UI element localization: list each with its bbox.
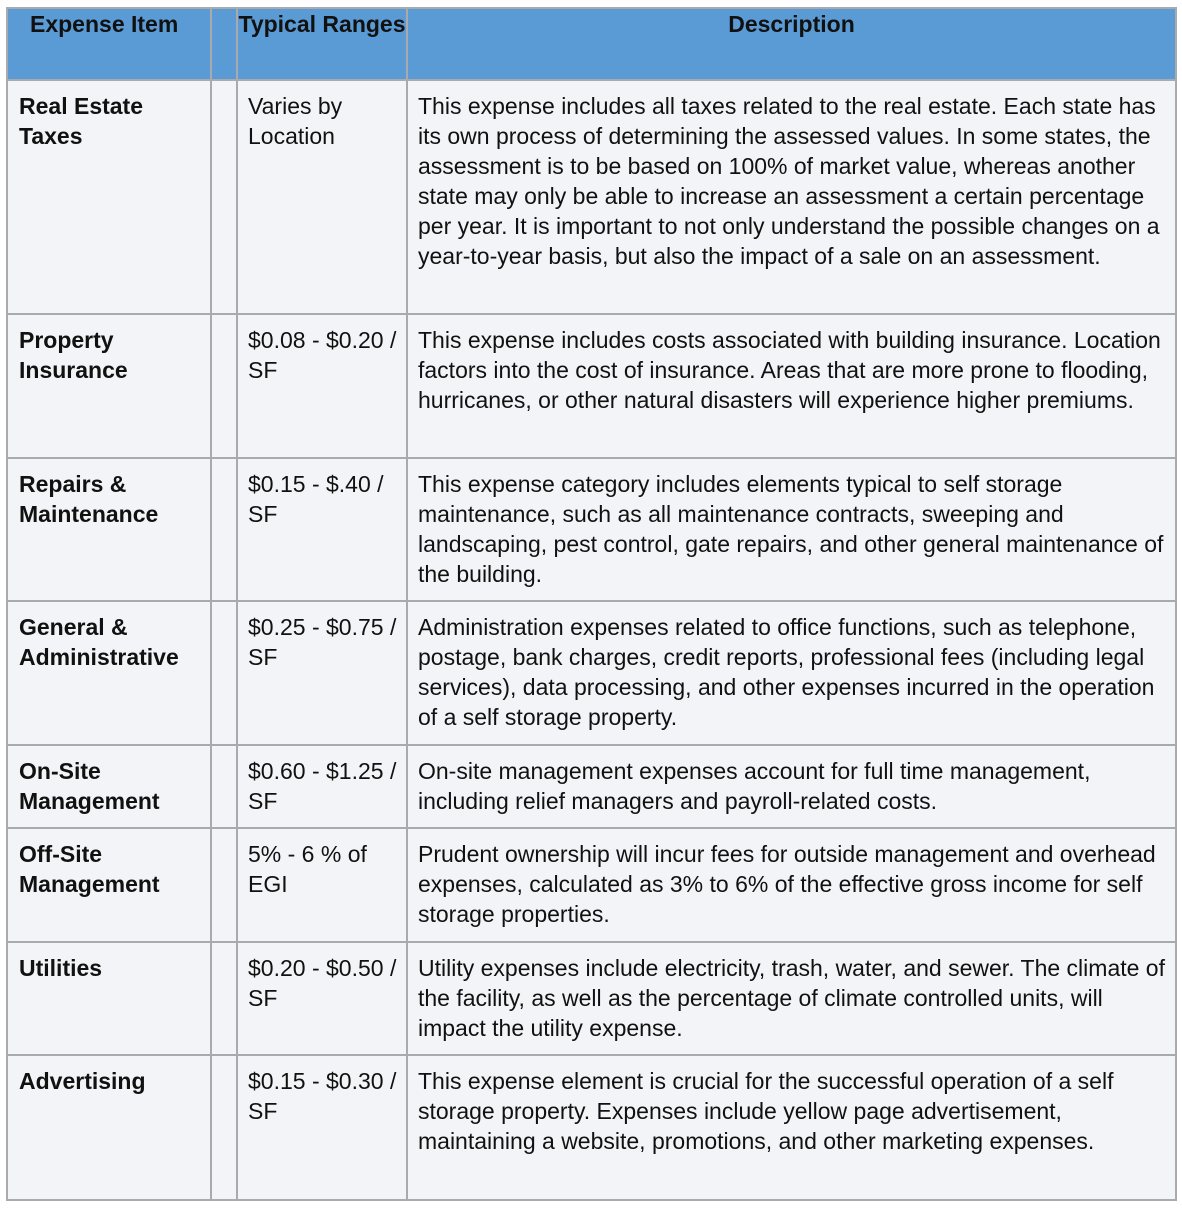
description-cell: This expense element is crucial for the successful operation of a self storage property. Expenses include yellow page advertisement, maintaining a website, promotions, and other marketing expenses. [407, 1055, 1176, 1200]
header-expense-item: Expense Item [7, 8, 211, 80]
header-description: Description [407, 8, 1176, 80]
table-row [7, 942, 1176, 1055]
description-cell: This expense includes costs associated with building insurance. Location factors into the cost of insurance. Areas that are more prone to flooding, hurricanes, or other natural disasters will experience higher premiums. [407, 314, 1176, 458]
typical-range-cell: $0.20 - $0.50 / SF [237, 942, 407, 1055]
table-row [7, 80, 1176, 314]
expense-item-cell: Utilities [7, 942, 211, 1055]
expense-item-cell: Off-Site Management [7, 828, 211, 942]
header-spacer [211, 8, 237, 80]
description-cell: This expense includes all taxes related to the real estate. Each state has its own process of determining the assessed values. In some states, the assessment is to be based on 100% of market value, whereas another state may only be able to increase an assessment a certain percentage per year. It is important to not only understand the possible changes on a year-to-year basis, but also the impact of a sale on an assessment. [407, 80, 1176, 314]
description-cell: Prudent ownership will incur fees for outside management and overhead expenses, calculated as 3% to 6% of the effective gross income for self storage properties. [407, 828, 1176, 942]
expense-item-cell: Repairs & Maintenance [7, 458, 211, 601]
typical-range-cell: $0.15 - $0.30 / SF [237, 1055, 407, 1200]
table-row [7, 828, 1176, 942]
typical-range-cell: $0.15 - $.40 / SF [237, 458, 407, 601]
table-row [7, 1055, 1176, 1200]
expense-item-cell: Real Estate Taxes [7, 80, 211, 314]
table-row [7, 601, 1176, 745]
expense-item-cell: Property Insurance [7, 314, 211, 458]
typical-range-cell: $0.60 - $1.25 / SF [237, 745, 407, 828]
typical-range-cell: Varies by Location [237, 80, 407, 314]
spacer-cell [211, 80, 237, 314]
table-row [7, 745, 1176, 828]
description-cell: Utility expenses include electricity, trash, water, and sewer. The climate of the facility, as well as the percentage of climate controlled units, will impact the utility expense. [407, 942, 1176, 1055]
spacer-cell [211, 745, 237, 828]
table-row [7, 458, 1176, 601]
table-row [7, 314, 1176, 458]
description-cell: This expense category includes elements typical to self storage maintenance, such as all maintenance contracts, sweeping and landscaping, pest control, gate repairs, and other general maintenance of the building. [407, 458, 1176, 601]
table-body [7, 80, 1176, 1200]
typical-range-cell: $0.25 - $0.75 / SF [237, 601, 407, 745]
expense-item-cell: Advertising [7, 1055, 211, 1200]
spacer-cell [211, 314, 237, 458]
table-header [7, 8, 1176, 80]
spacer-cell [211, 458, 237, 601]
spacer-cell [211, 828, 237, 942]
header-row [7, 8, 1176, 80]
description-cell: Administration expenses related to office functions, such as telephone, postage, bank charges, credit reports, professional fees (including legal services), data processing, and other expenses incurred in the operation of a self storage property. [407, 601, 1176, 745]
typical-range-cell: $0.08 - $0.20 / SF [237, 314, 407, 458]
spacer-cell [211, 601, 237, 745]
expense-item-cell: On-Site Management [7, 745, 211, 828]
expense-table [6, 7, 1177, 1201]
expense-item-cell: General & Administrative [7, 601, 211, 745]
typical-range-cell: 5% - 6 % of EGI [237, 828, 407, 942]
description-cell: On-site management expenses account for full time management, including relief managers and payroll-related costs. [407, 745, 1176, 828]
header-typical-ranges: Typical Ranges [237, 8, 407, 80]
spacer-cell [211, 1055, 237, 1200]
spacer-cell [211, 942, 237, 1055]
